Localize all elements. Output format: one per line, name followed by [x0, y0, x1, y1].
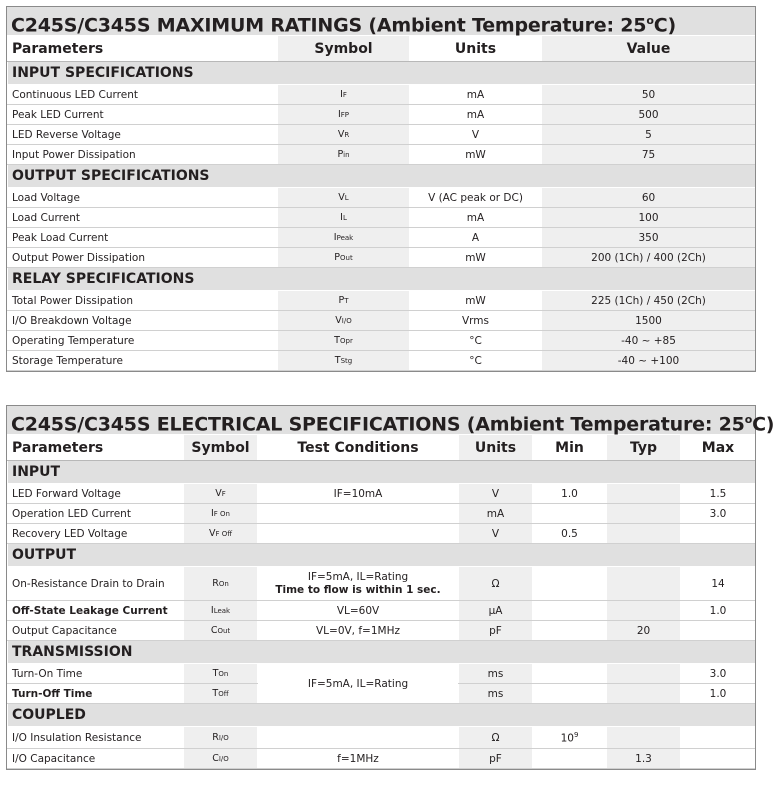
min-cell — [533, 567, 607, 601]
min-cell — [533, 504, 607, 524]
electrical-specifications-table — [6, 405, 774, 770]
symbol-cell: Pin — [278, 145, 410, 165]
param-cell: Recovery LED Voltage — [8, 524, 184, 544]
table-row — [8, 208, 756, 228]
max-cell — [681, 524, 756, 544]
condition-cell — [258, 567, 459, 601]
symbol-cell: POut — [278, 248, 410, 268]
param-cell: Operating Temperature — [8, 331, 278, 351]
table-row — [8, 145, 756, 165]
unit-cell: Ω — [459, 727, 533, 749]
table-row — [8, 85, 756, 105]
symbol-cell: ROn — [184, 567, 258, 601]
value-cell: 60 — [542, 188, 756, 208]
unit-cell: Ω — [459, 567, 533, 601]
table-row — [8, 524, 756, 544]
table-row — [8, 105, 756, 125]
symbol-cell: TStg — [278, 351, 410, 371]
symbol-cell: VL — [278, 188, 410, 208]
condition-cell — [258, 504, 459, 524]
param-cell: Load Current — [8, 208, 278, 228]
unit-cell: μA — [459, 601, 533, 621]
condition-cell: VL=60V — [258, 601, 459, 621]
table-row — [8, 125, 756, 145]
unit-cell: mW — [410, 145, 542, 165]
value-cell: 75 — [542, 145, 756, 165]
value-cell: 350 — [542, 228, 756, 248]
typ-cell: 1.3 — [607, 749, 681, 769]
condition-line: IF=5mA, IL=Rating — [307, 570, 409, 583]
condition-cell — [258, 524, 459, 544]
section-output-specifications: OUTPUT SPECIFICATIONS — [8, 165, 756, 188]
table-row — [8, 664, 756, 684]
value-cell: 50 — [542, 85, 756, 105]
maximum-ratings-title: C245S/C345S MAXIMUM RATINGS (Ambient Temperature: 25$^o$C) — [7, 7, 755, 36]
typ-cell — [607, 567, 681, 601]
min-cell — [533, 684, 607, 704]
condition-note: Time to flow is within 1 sec. — [275, 583, 441, 596]
unit-cell: pF — [459, 749, 533, 769]
symbol-cell: IF On — [184, 504, 258, 524]
section-row — [8, 268, 756, 291]
param-cell: Total Power Dissipation — [8, 291, 278, 311]
min-cell — [533, 601, 607, 621]
symbol-cell: COut — [184, 621, 258, 641]
param-cell: Off-State Leakage Current — [8, 601, 184, 621]
unit-cell: mA — [459, 504, 533, 524]
header-symbol: Symbol — [184, 435, 258, 461]
param-cell: Continuous LED Current — [8, 85, 278, 105]
table-row — [8, 749, 756, 769]
section-row — [8, 704, 756, 727]
table-row — [8, 188, 756, 208]
table-row — [8, 621, 756, 641]
header-min: Min — [533, 435, 607, 461]
section-output: OUTPUT — [8, 544, 756, 567]
param-cell: On-Resistance Drain to Drain — [8, 567, 184, 601]
param-cell: I/O Breakdown Voltage — [8, 311, 278, 331]
table-row — [8, 291, 756, 311]
table-header-row — [8, 435, 756, 461]
symbol-cell: RI/O — [184, 727, 258, 749]
header-units: Units — [459, 435, 533, 461]
header-parameters: Parameters — [8, 435, 184, 461]
maximum-ratings-grid — [7, 36, 755, 371]
electrical-specifications-title: C245S/C345S ELECTRICAL SPECIFICATIONS (Ambient Temperature: 25$^o$C) — [7, 406, 755, 435]
param-cell: Turn-Off Time — [8, 684, 184, 704]
unit-cell: pF — [459, 621, 533, 641]
value-cell: 500 — [542, 105, 756, 125]
section-row — [8, 461, 756, 484]
condition-cell: f=1MHz — [258, 749, 459, 769]
table-row — [8, 727, 756, 749]
unit-cell: V — [459, 484, 533, 504]
symbol-cell: ILeak — [184, 601, 258, 621]
maximum-ratings-table — [6, 6, 756, 372]
table-row — [8, 567, 756, 601]
table-row — [8, 504, 756, 524]
min-cell — [533, 664, 607, 684]
typ-cell — [607, 664, 681, 684]
table-row — [8, 331, 756, 351]
param-cell: Peak LED Current — [8, 105, 278, 125]
typ-cell — [607, 484, 681, 504]
max-cell: 14 — [681, 567, 756, 601]
symbol-cell: VF — [184, 484, 258, 504]
typ-cell — [607, 727, 681, 749]
min-cell — [533, 749, 607, 769]
unit-cell: V (AC peak or DC) — [410, 188, 542, 208]
header-symbol: Symbol — [278, 36, 410, 62]
value-cell: 1500 — [542, 311, 756, 331]
max-cell: 1.0 — [681, 601, 756, 621]
max-cell — [681, 727, 756, 749]
section-row — [8, 62, 756, 85]
symbol-cell: TOff — [184, 684, 258, 704]
unit-cell: V — [410, 125, 542, 145]
value-cell: 225 (1Ch) / 450 (2Ch) — [542, 291, 756, 311]
section-row — [8, 165, 756, 188]
symbol-cell: PT — [278, 291, 410, 311]
unit-cell: V — [459, 524, 533, 544]
symbol-cell: TOn — [184, 664, 258, 684]
unit-cell: mW — [410, 248, 542, 268]
param-cell: Operation LED Current — [8, 504, 184, 524]
param-cell: I/O Insulation Resistance — [8, 727, 184, 749]
unit-cell: mW — [410, 291, 542, 311]
unit-cell: ms — [459, 684, 533, 704]
max-cell: 3.0 — [681, 504, 756, 524]
unit-cell: °C — [410, 351, 542, 371]
value-cell: -40 ~ +85 — [542, 331, 756, 351]
symbol-cell: VI/O — [278, 311, 410, 331]
symbol-cell: TOpr — [278, 331, 410, 351]
section-input: INPUT — [8, 461, 756, 484]
typ-cell — [607, 684, 681, 704]
symbol-cell: VR — [278, 125, 410, 145]
value-cell: 200 (1Ch) / 400 (2Ch) — [542, 248, 756, 268]
param-cell: Load Voltage — [8, 188, 278, 208]
min-cell: 1.0 — [533, 484, 607, 504]
param-cell: Storage Temperature — [8, 351, 278, 371]
symbol-cell: IPeak — [278, 228, 410, 248]
param-cell: I/O Capacitance — [8, 749, 184, 769]
param-cell: Output Power Dissipation — [8, 248, 278, 268]
typ-cell — [607, 524, 681, 544]
condition-cell: IF=10mA — [258, 484, 459, 504]
condition-cell: VL=0V, f=1MHz — [258, 621, 459, 641]
header-parameters: Parameters — [8, 36, 278, 62]
table-row — [8, 601, 756, 621]
value-cell: 5 — [542, 125, 756, 145]
header-max: Max — [681, 435, 756, 461]
max-cell — [681, 749, 756, 769]
param-cell: Output Capacitance — [8, 621, 184, 641]
unit-cell: mA — [410, 208, 542, 228]
section-relay-specifications: RELAY SPECIFICATIONS — [8, 268, 756, 291]
min-cell — [533, 621, 607, 641]
table-row — [8, 248, 756, 268]
max-cell: 1.0 — [681, 684, 756, 704]
section-transmission: TRANSMISSION — [8, 641, 756, 664]
header-typ: Typ — [607, 435, 681, 461]
min-cell: 0.5 — [533, 524, 607, 544]
max-cell: 3.0 — [681, 664, 756, 684]
typ-cell — [607, 504, 681, 524]
param-cell: LED Reverse Voltage — [8, 125, 278, 145]
unit-cell: ms — [459, 664, 533, 684]
condition-cell: IF=5mA, IL=Rating — [258, 664, 459, 704]
max-cell: 1.5 — [681, 484, 756, 504]
unit-cell: °C — [410, 331, 542, 351]
param-cell: Peak Load Current — [8, 228, 278, 248]
value-cell: -40 ~ +100 — [542, 351, 756, 371]
symbol-cell: IFP — [278, 105, 410, 125]
param-cell: Input Power Dissipation — [8, 145, 278, 165]
value-cell: 100 — [542, 208, 756, 228]
symbol-cell: IL — [278, 208, 410, 228]
header-units: Units — [410, 36, 542, 62]
table-header-row — [8, 36, 756, 62]
table-row — [8, 484, 756, 504]
unit-cell: Vrms — [410, 311, 542, 331]
max-cell — [681, 621, 756, 641]
param-cell: LED Forward Voltage — [8, 484, 184, 504]
unit-cell: mA — [410, 85, 542, 105]
symbol-cell: IF — [278, 85, 410, 105]
min-cell: $10^9$ — [533, 727, 607, 749]
table-row — [8, 311, 756, 331]
unit-cell: mA — [410, 105, 542, 125]
symbol-cell: CI/O — [184, 749, 258, 769]
section-coupled: COUPLED — [8, 704, 756, 727]
param-cell: Turn-On Time — [8, 664, 184, 684]
typ-cell — [607, 601, 681, 621]
electrical-specifications-grid — [7, 435, 755, 769]
section-row — [8, 544, 756, 567]
section-row — [8, 641, 756, 664]
symbol-cell: VF Off — [184, 524, 258, 544]
unit-cell: A — [410, 228, 542, 248]
condition-cell — [258, 727, 459, 749]
table-row — [8, 351, 756, 371]
header-value: Value — [542, 36, 756, 62]
table-row — [8, 228, 756, 248]
section-input-specifications: INPUT SPECIFICATIONS — [8, 62, 756, 85]
typ-cell: 20 — [607, 621, 681, 641]
header-test-conditions: Test Conditions — [258, 435, 459, 461]
